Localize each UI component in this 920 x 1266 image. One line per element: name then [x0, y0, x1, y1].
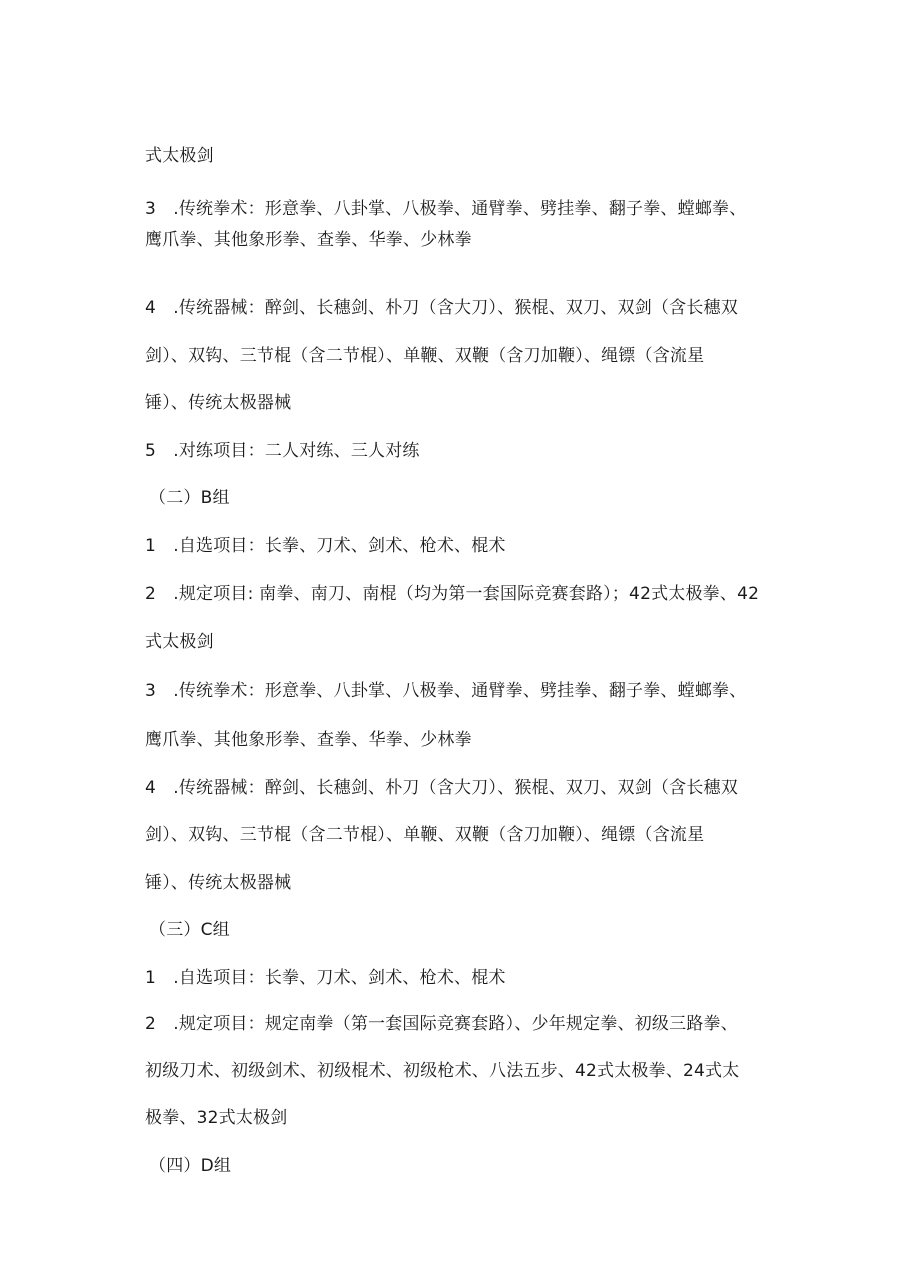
- text-line: 鹰爪拳、其他象形拳、查拳、华拳、少林拳: [145, 230, 472, 250]
- section-heading: （三）C组: [149, 920, 230, 940]
- text-line: 1 .自选项目：长拳、刀术、剑术、枪术、棍术: [145, 968, 506, 988]
- text-line: 3 .传统拳术：形意拳、八卦掌、八极拳、通臂拳、劈挂拳、翻子拳、螳螂拳、: [145, 199, 747, 219]
- section-heading: （二）B组: [149, 488, 230, 508]
- text-line: 式太极剑: [145, 146, 214, 166]
- text-line: 锤）、传统太极器械: [145, 393, 292, 413]
- text-line: 2 .规定项目: 南拳、南刀、南棍（均为第一套国际竞赛套路）；42式太极拳、42: [145, 584, 760, 604]
- text-line: 1 .自选项目：长拳、刀术、剑术、枪术、棍术: [145, 536, 506, 556]
- text-line: 3 .传统拳术：形意拳、八卦掌、八极拳、通臂拳、劈挂拳、翻子拳、螳螂拳、: [145, 681, 747, 701]
- text-line: 式太极剑: [145, 632, 214, 652]
- text-line: 鹰爪拳、其他象形拳、查拳、华拳、少林拳: [145, 730, 472, 750]
- text-line: 剑）、双钩、三节棍（含二节棍）、单鞭、双鞭（含刀加鞭）、绳镖（含流星: [145, 346, 705, 366]
- text-line: 5 .对练项目：二人对练、三人对练: [145, 441, 420, 461]
- text-line: 2 .规定项目：规定南拳（第一套国际竞赛套路）、少年规定拳、初级三路拳、: [145, 1014, 738, 1034]
- text-line: 4 .传统器械：醉剑、长穗剑、朴刀（含大刀）、猴棍、双刀、双剑（含长穗双: [145, 298, 738, 318]
- text-line: 极拳、32式太极剑: [145, 1108, 288, 1128]
- text-line: 剑）、双钩、三节棍（含二节棍）、单鞭、双鞭（含刀加鞭）、绳镖（含流星: [145, 825, 705, 845]
- text-line: 4 .传统器械：醉剑、长穗剑、朴刀（含大刀）、猴棍、双刀、双剑（含长穗双: [145, 778, 738, 798]
- text-line: 锤）、传统太极器械: [145, 873, 292, 893]
- section-heading: （四）D组: [149, 1156, 232, 1176]
- text-line: 初级刀术、初级剑术、初级棍术、初级枪术、八法五步、42式太极拳、24式太: [145, 1061, 740, 1081]
